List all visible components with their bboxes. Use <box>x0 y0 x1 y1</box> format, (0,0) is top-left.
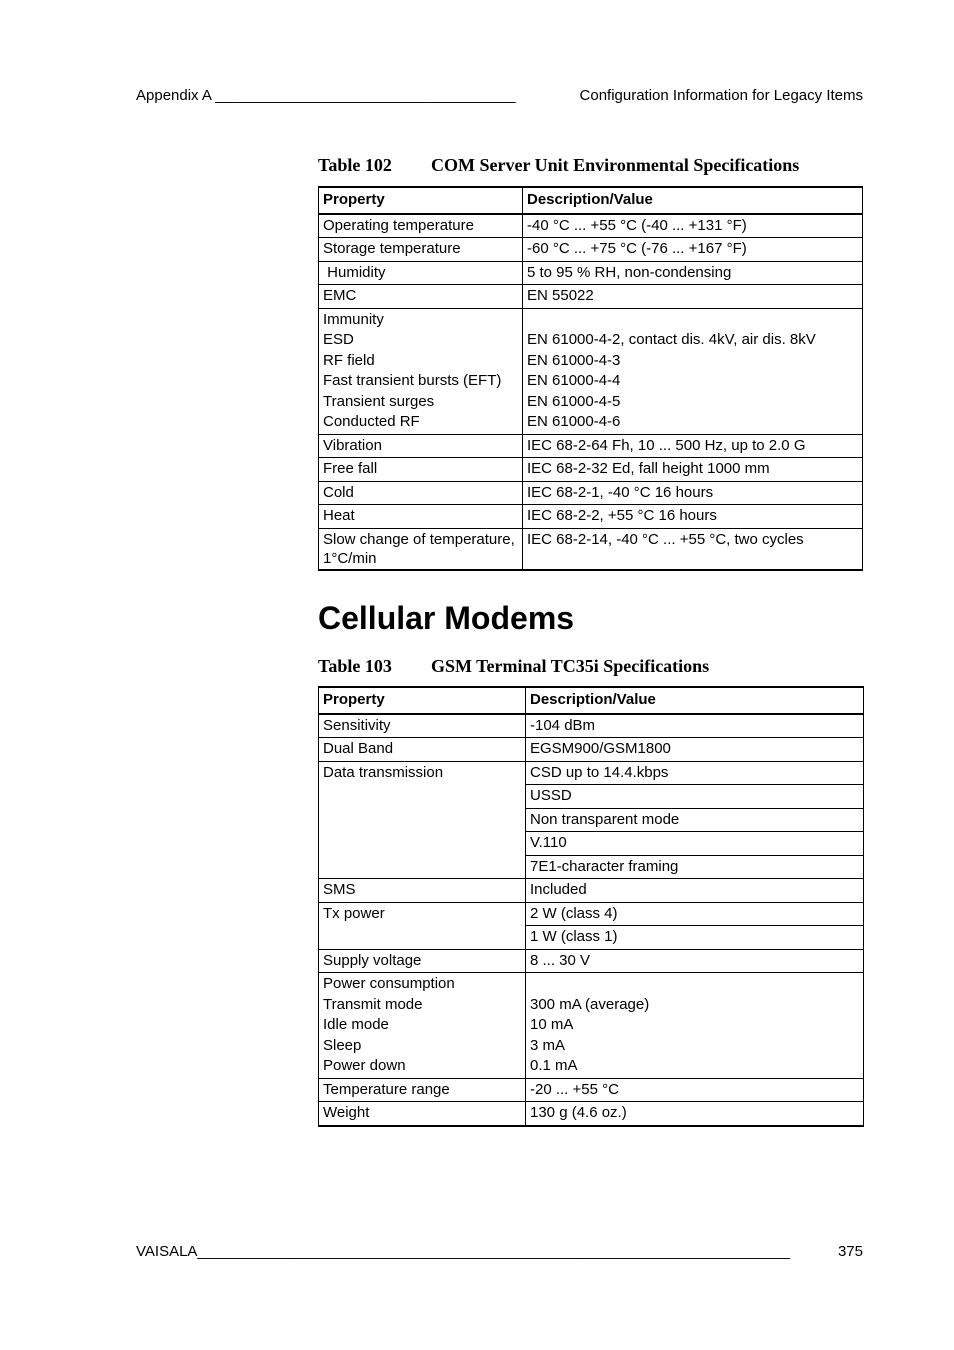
value-cell-text: 8 ... 30 V <box>530 951 591 969</box>
table-row <box>319 902 864 926</box>
value-cell-text: IEC 68-2-2, +55 °C 16 hours <box>527 507 717 524</box>
property-cell-text: Free fall <box>323 460 378 477</box>
table-row <box>319 738 864 762</box>
value-cell-text: 5 to 95 % RH, non-condensing <box>527 263 732 281</box>
column-header-property: Property <box>319 187 523 214</box>
value-cell-text: IEC 68-2-64 Fh, 10 ... 500 Hz, up to 2.0 G <box>527 436 806 454</box>
property-cell-text: Vibration <box>323 436 382 454</box>
property-cell <box>319 1102 526 1126</box>
value-cell-text: IEC 68-2-32 Ed, fall height 1000 mm <box>527 460 770 477</box>
value-cell <box>526 902 864 926</box>
table-row <box>319 481 863 505</box>
table-row <box>319 238 863 262</box>
running-footer-left: VAISALA_______________________________________________________________________ <box>136 1243 790 1260</box>
value-cell-text: Non transparent mode <box>530 810 680 828</box>
property-cell <box>319 879 526 903</box>
column-header-description: Description/Value <box>523 187 863 214</box>
table-row <box>319 879 864 903</box>
property-cell-text: SMS <box>323 881 356 898</box>
property-cell-text: Data transmission <box>323 763 444 781</box>
table-102-caption-title: COM Server Unit Environmental Specifications <box>431 155 800 175</box>
value-cell <box>526 949 864 973</box>
property-cell <box>319 714 526 738</box>
property-cell-text: Storage temperature <box>323 240 461 257</box>
value-cell <box>523 505 863 529</box>
value-cell-text: 130 g (4.6 oz.) <box>530 1104 627 1121</box>
value-cell <box>526 738 864 762</box>
table-102 <box>318 186 863 571</box>
table-row <box>319 714 864 738</box>
value-cell <box>526 1102 864 1126</box>
table-row <box>319 285 863 309</box>
value-cell <box>526 808 864 832</box>
property-cell <box>319 308 523 434</box>
property-cell <box>319 238 523 262</box>
value-cell-text: IEC 68-2-1, -40 °C 16 hours <box>527 483 714 501</box>
table-row <box>319 949 864 973</box>
property-cell <box>319 261 523 285</box>
property-cell-text: Temperature range <box>323 1080 450 1098</box>
value-cell <box>523 261 863 285</box>
value-cell-text: IEC 68-2-14, -40 °C ... +55 °C, two cycles <box>527 530 804 548</box>
column-header-property: Property <box>319 687 526 714</box>
table-row <box>319 761 864 785</box>
value-cell-text: -20 ... +55 °C <box>530 1080 619 1098</box>
table-row <box>319 528 863 570</box>
value-cell-text: 1 W (class 1) <box>530 928 618 945</box>
value-cell-text: EN 61000-4-2, contact dis. 4kV, air dis. 8kV EN 61000-4-3 EN 61000-4-4 EN 61000-4-5 EN 61000-4-6 <box>527 331 816 430</box>
value-cell-text: -60 °C ... +75 °C (-76 ... +167 °F) <box>527 240 747 257</box>
value-cell <box>523 528 863 570</box>
table-103-header-row <box>319 687 864 714</box>
value-cell <box>523 238 863 262</box>
property-cell-text: Heat <box>323 507 355 524</box>
property-cell <box>319 973 526 1079</box>
property-cell-text: Dual Band <box>323 740 394 757</box>
value-cell-text: 2 W (class 4) <box>530 904 618 922</box>
table-row <box>319 973 864 1079</box>
value-cell-text: -104 dBm <box>530 716 596 734</box>
value-cell <box>526 973 864 1079</box>
column-header-description: Description/Value <box>526 687 864 714</box>
value-cell <box>526 855 864 879</box>
value-cell <box>523 481 863 505</box>
value-cell-text: -40 °C ... +55 °C (-40 ... +131 °F) <box>527 216 747 234</box>
property-cell <box>319 505 523 529</box>
table-row <box>319 308 863 434</box>
table-103-caption <box>318 655 709 677</box>
property-cell <box>319 528 523 570</box>
table-row <box>319 1102 864 1126</box>
value-cell-text: Included <box>530 881 587 898</box>
table-103-body <box>319 714 864 1126</box>
table-103 <box>318 686 864 1127</box>
value-cell <box>526 1078 864 1102</box>
property-cell-text: Immunity ESD RF field Fast transient bursts (EFT) Transient surges Conducted RF <box>323 310 502 430</box>
value-cell <box>523 214 863 238</box>
value-cell <box>523 458 863 482</box>
table-103-caption-number: Table 103 <box>318 656 392 676</box>
property-cell <box>319 1078 526 1102</box>
table-row <box>319 214 863 238</box>
property-cell <box>319 481 523 505</box>
table-row <box>319 261 863 285</box>
property-cell-text: Slow change of temperature, 1°C/min <box>323 530 515 567</box>
property-cell-text: Tx power <box>323 904 385 922</box>
table-103-caption-title: GSM Terminal TC35i Specifications <box>431 656 710 676</box>
property-cell-text: Weight <box>323 1104 370 1121</box>
property-cell-text: Humidity <box>323 263 386 281</box>
table-102-caption-number: Table 102 <box>318 155 392 175</box>
table-row <box>319 505 863 529</box>
running-header-left: Appendix A ____________________________________ <box>136 87 516 104</box>
property-cell <box>319 738 526 762</box>
value-cell <box>523 434 863 458</box>
property-cell-text: Operating temperature <box>323 216 474 234</box>
value-cell-text: V.110 <box>530 834 567 851</box>
value-cell-text: CSD up to 14.4.kbps <box>530 763 669 781</box>
value-cell <box>526 832 864 856</box>
running-header-right: Configuration Information for Legacy Items <box>579 87 863 104</box>
table-102-body <box>319 214 863 570</box>
value-cell <box>526 926 864 950</box>
property-cell <box>319 949 526 973</box>
section-heading: Cellular Modems <box>318 600 575 636</box>
property-cell <box>319 285 523 309</box>
value-cell-text: USSD <box>530 787 572 804</box>
value-cell <box>526 714 864 738</box>
value-cell <box>523 308 863 434</box>
value-cell <box>523 285 863 309</box>
property-cell <box>319 761 526 879</box>
table-102-header-row <box>319 187 863 214</box>
table-row <box>319 458 863 482</box>
property-cell <box>319 458 523 482</box>
value-cell-text: EGSM900/GSM1800 <box>530 740 671 757</box>
property-cell-text: EMC <box>323 287 357 304</box>
table-102-caption <box>318 154 799 176</box>
property-cell <box>319 902 526 949</box>
value-cell-text: EN 55022 <box>527 287 594 304</box>
table-row <box>319 434 863 458</box>
property-cell <box>319 214 523 238</box>
property-cell-text: Sensitivity <box>323 716 391 734</box>
value-cell-text: 7E1-character framing <box>530 857 679 875</box>
property-cell-text: Supply voltage <box>323 951 422 969</box>
property-cell-text: Power consumption Transmit mode Idle mode Sleep Power down <box>323 975 455 1074</box>
page-number: 375 <box>837 1243 863 1260</box>
value-cell-text: 300 mA (average) 10 mA 3 mA 0.1 mA <box>530 995 650 1074</box>
value-cell <box>526 785 864 809</box>
table-row <box>319 1078 864 1102</box>
value-cell <box>526 761 864 785</box>
property-cell-text: Cold <box>323 483 354 501</box>
value-cell <box>526 879 864 903</box>
property-cell <box>319 434 523 458</box>
